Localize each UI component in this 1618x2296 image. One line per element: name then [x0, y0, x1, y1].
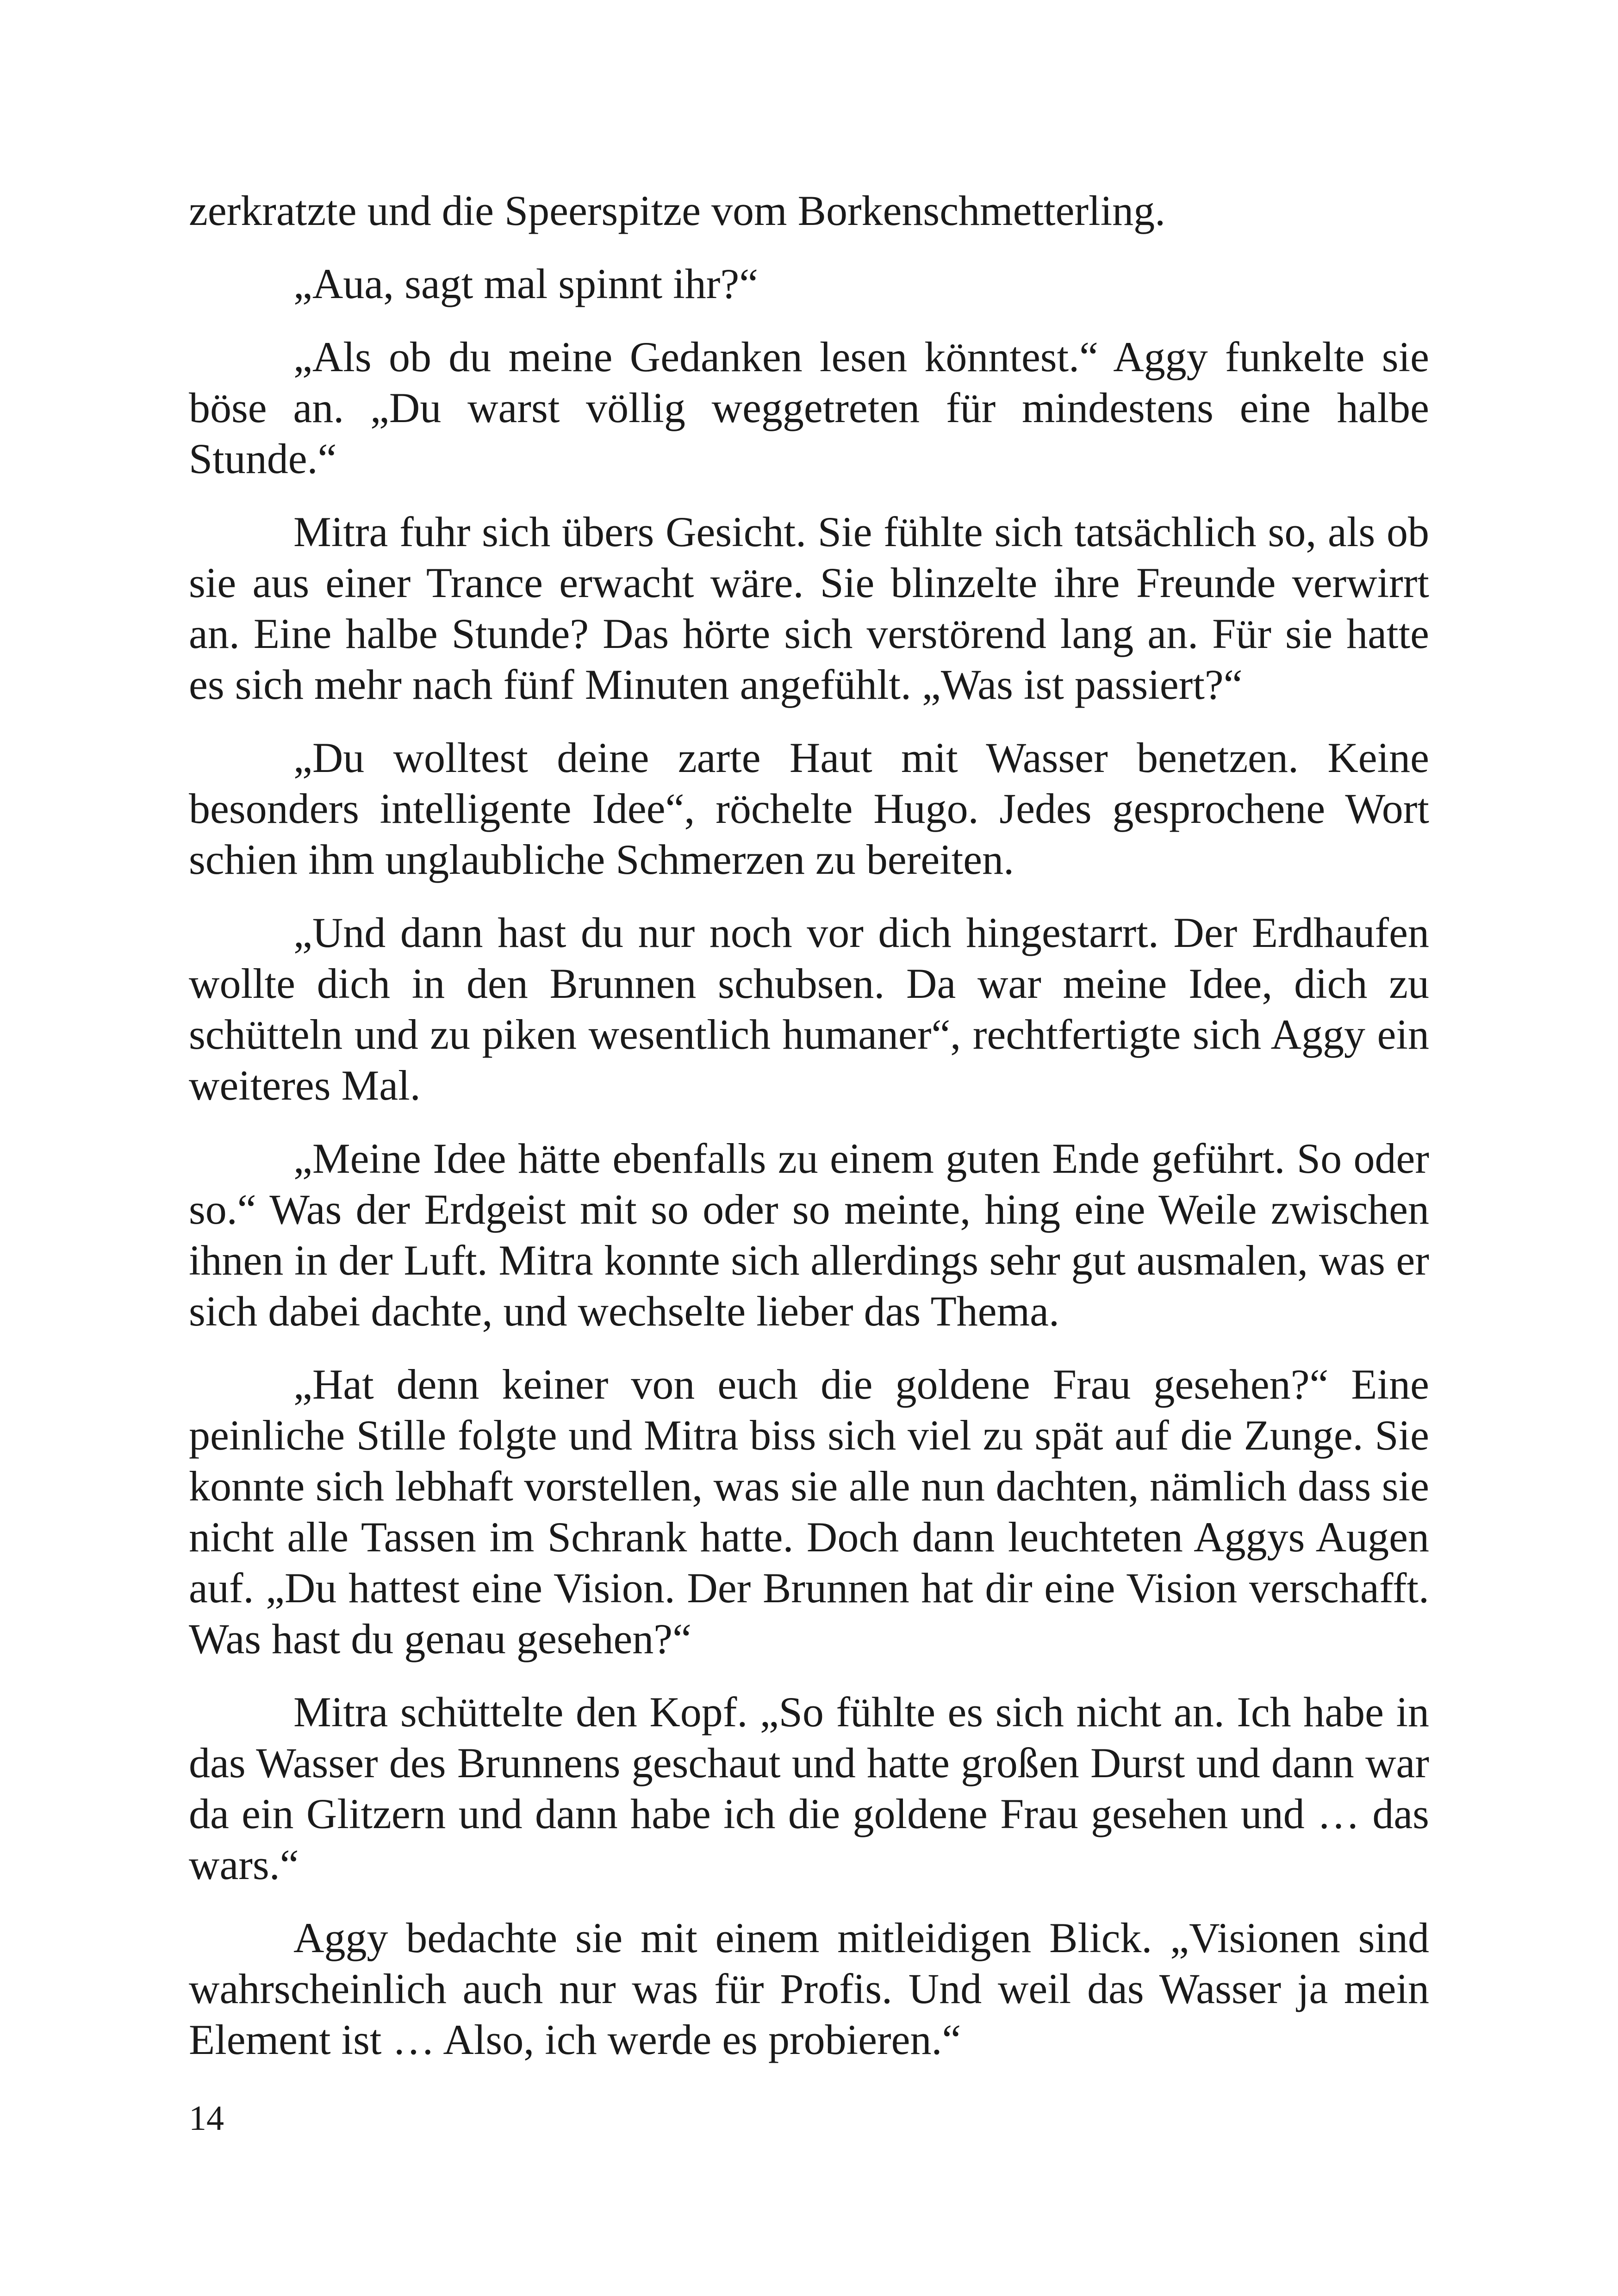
paragraph: „Hat denn keiner von euch die goldene Frau gesehen?“ Eine peinliche Stille folgte und Mitra biss sich viel zu spät auf die Zunge. Sie konnte sich lebhaft vorstellen, was sie alle nun dachten, nämlich dass sie nicht alle Tassen im Schrank hatte. Doch dann leuchteten Aggys Augen auf. „Du hattest eine Vision. Der Brunnen hat dir eine Vision verschafft. Was hast du genau gesehen?“ — [189, 1361, 1429, 1662]
paragraph: Mitra schüttelte den Kopf. „So fühlte es sich nicht an. Ich habe in das Wasser des Brunnens geschaut und hatte großen Durst und dann war da ein Glitzern und dann habe ich die goldene Frau gesehen und … das wars.“ — [189, 1688, 1429, 1888]
paragraph-continuation: zerkratzte und die Speerspitze vom Borkenschmetterling. — [189, 187, 1166, 234]
paragraph: „Meine Idee hätte ebenfalls zu einem guten Ende geführt. So oder so.“ Was der Erdgeist mit so oder so meinte, hing eine Weile zwischen ihnen in der Luft. Mitra konnte sich allerdings sehr gut ausmalen, was er sich dabei dachte, und wechselte lieber das Thema. — [189, 1135, 1429, 1335]
paragraph: „Aua, sagt mal spinnt ihr?“ — [293, 260, 759, 307]
paragraph: Aggy bedachte sie mit einem mitleidigen Blick. „Visionen sind wahrscheinlich auch nur was für Profis. Und weil das Wasser ja mein Element ist … Also, ich werde es probieren.“ — [189, 1914, 1429, 2063]
page-number: 14 — [189, 2099, 224, 2138]
paragraph: Mitra fuhr sich übers Gesicht. Sie fühlte sich tatsächlich so, als ob sie aus einer Trance erwacht wäre. Sie blinzelte ihre Freunde verwirrt an. Eine halbe Stunde? Das hörte sich verstörend lang an. Für sie hatte es sich mehr nach fünf Minuten angefühlt. „Was ist passiert?“ — [189, 508, 1429, 708]
paragraph: „Als ob du meine Gedanken lesen könntest.“ Aggy funkelte sie böse an. „Du warst völlig weggetreten für mindestens eine halbe Stunde.“ — [189, 333, 1429, 482]
paragraph: „Und dann hast du nur noch vor dich hingestarrt. Der Erdhaufen wollte dich in den Brunnen schubsen. Da war meine Idee, dich zu schütteln und zu piken wesentlich humaner“, rechtfertigte sich Aggy ein weiteres Mal. — [189, 909, 1429, 1109]
body-text — [189, 185, 1429, 2087]
paragraph: „Du wolltest deine zarte Haut mit Wasser benetzen. Keine besonders intelligente Idee“, röchelte Hugo. Jedes gesprochene Wort schien ihm unglaubliche Schmerzen zu bereiten. — [189, 734, 1429, 883]
